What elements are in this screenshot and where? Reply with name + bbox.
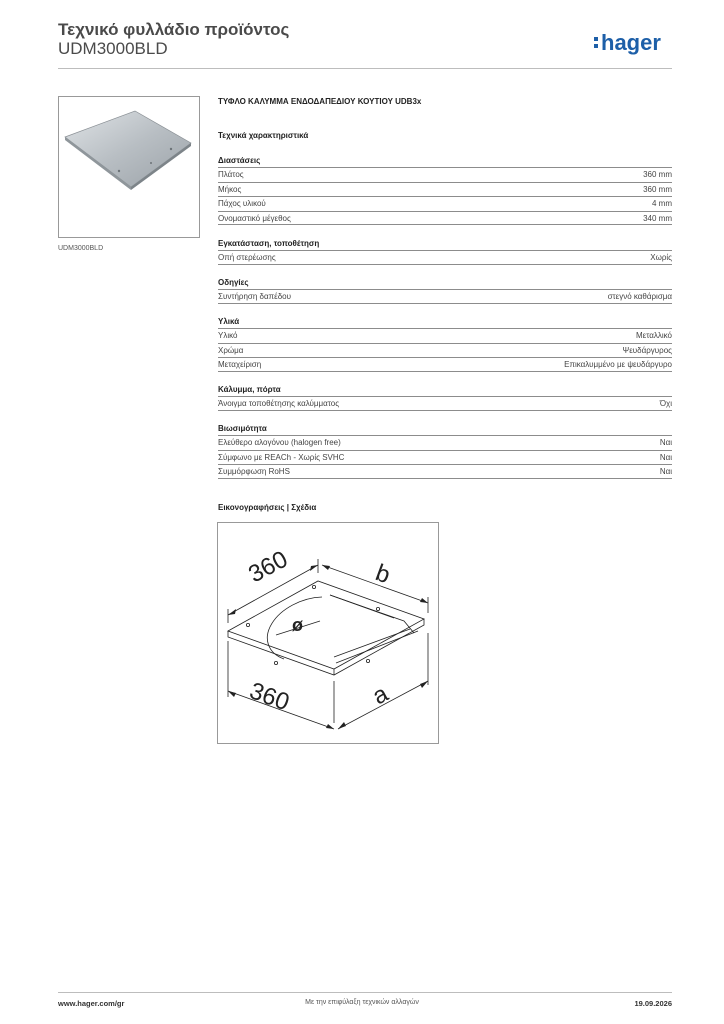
group-heading: Κάλυμμα, πόρτα	[218, 385, 281, 394]
dimension-width-label: 360	[244, 545, 293, 589]
spec-value: Χωρίς	[650, 252, 672, 262]
spec-value: Ψευδάργυρος	[622, 345, 672, 355]
spec-label: Μήκος	[218, 184, 242, 194]
product-image	[58, 96, 200, 238]
spec-value: 360 mm	[643, 184, 672, 194]
spec-row	[218, 328, 672, 343]
technical-drawing	[217, 522, 439, 744]
spec-value: στεγνό καθάρισμα	[607, 291, 672, 301]
spec-row	[218, 250, 672, 265]
logo-wordmark: hager	[601, 30, 661, 55]
spec-label: Ονομαστικό μέγεθος	[218, 213, 291, 223]
spec-group-dimensions	[218, 155, 672, 225]
group-heading: Διαστάσεις	[218, 156, 261, 165]
spec-row	[218, 196, 672, 211]
spec-label: Συμμόρφωση RoHS	[218, 466, 290, 476]
spec-label: Χρώμα	[218, 345, 244, 355]
spec-row	[218, 450, 672, 465]
spec-label: Μεταχείριση	[218, 359, 262, 369]
spec-row	[218, 464, 672, 479]
spec-label: Πλάτος	[218, 170, 244, 180]
footer-date: 19.09.2026	[634, 999, 672, 1008]
spec-value: 340 mm	[643, 213, 672, 223]
group-heading: Εγκατάσταση, τοποθέτηση	[218, 239, 320, 248]
spec-group-installation	[218, 238, 672, 265]
spec-group-instructions	[218, 277, 672, 304]
diameter-label: ø	[292, 615, 303, 635]
spec-row	[218, 357, 672, 372]
spec-label: Συντήρηση δαπέδου	[218, 291, 291, 301]
hager-logo	[592, 29, 676, 57]
spec-value: Ναι	[659, 438, 672, 448]
spec-value: Ναι	[659, 466, 672, 476]
dimension-b-label: b	[371, 559, 394, 590]
spec-label: Υλικό	[218, 331, 238, 341]
spec-value: Μεταλλικό	[635, 331, 672, 341]
spec-row	[218, 343, 672, 358]
product-title: ΤΥΦΛΟ ΚΑΛΥΜΜΑ ΕΝΔΟΔΑΠΕΔΙΟΥ ΚΟΥΤΙΟΥ UDB3x	[218, 97, 422, 106]
spec-row	[218, 182, 672, 197]
spec-label: Πάχος υλικού	[218, 199, 266, 209]
product-image-caption: UDM3000BLD	[58, 245, 104, 252]
spec-value: Ναι	[659, 452, 672, 462]
footer-disclaimer: Με την επιφύλαξη τεχνικών αλλαγών	[305, 999, 419, 1006]
footer-website-link[interactable]: www.hager.com/gr	[58, 999, 125, 1008]
page-title: Τεχνικό φυλλάδιο προϊόντος	[58, 20, 290, 39]
spec-group-cover-door	[218, 384, 672, 411]
spec-value: Όχι	[659, 398, 672, 408]
illustrations-heading: Εικονογραφήσεις | Σχέδια	[218, 503, 317, 512]
spec-label: Σύμφωνο με REACh - Χωρίς SVHC	[218, 452, 345, 462]
spec-row	[218, 211, 672, 226]
spec-label: Οπή στερέωσης	[218, 252, 276, 262]
group-heading: Οδηγίες	[218, 278, 249, 287]
spec-row	[218, 167, 672, 182]
group-heading: Βιωσιμότητα	[218, 424, 267, 433]
page-subtitle: UDM3000BLD	[58, 39, 168, 58]
dimension-length-label: 360	[245, 677, 293, 717]
spec-label: Άνοιγμα τοποθέτησης καλύμματος	[218, 398, 340, 408]
footer-divider	[58, 992, 672, 993]
spec-value: 4 mm	[652, 199, 672, 209]
tech-features-heading: Τεχνικά χαρακτηριστικά	[218, 131, 309, 140]
spec-row	[218, 435, 672, 450]
header-divider	[58, 68, 672, 69]
spec-group-sustainability	[218, 423, 672, 479]
spec-value: 360 mm	[643, 170, 672, 180]
spec-row	[218, 396, 672, 411]
dimension-a-label: a	[368, 680, 393, 711]
group-heading: Υλικά	[218, 317, 240, 326]
spec-label: Ελεύθερο αλογόνου (halogen free)	[218, 438, 341, 448]
spec-value: Επικαλυμμένο με ψευδάργυρο	[564, 359, 672, 369]
spec-group-materials	[218, 316, 672, 372]
spec-row	[218, 289, 672, 304]
